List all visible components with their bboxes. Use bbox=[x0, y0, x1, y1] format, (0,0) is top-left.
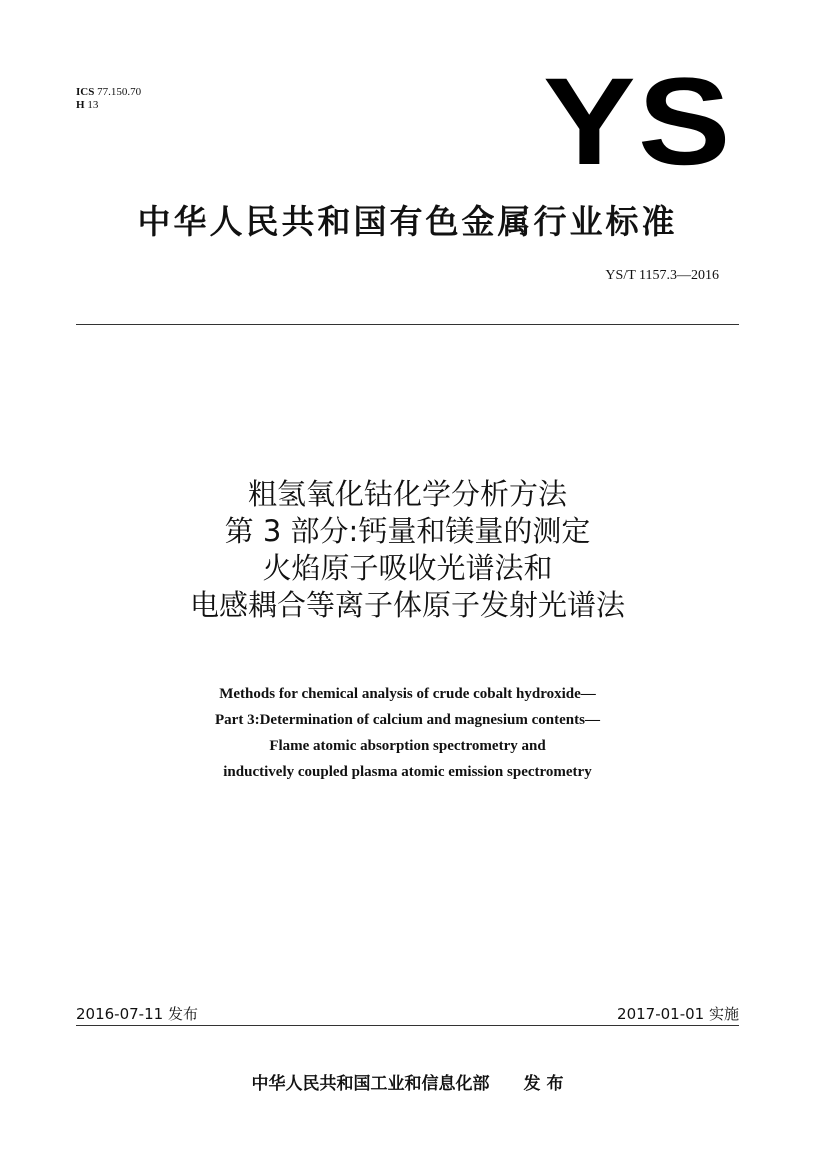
standard-number: YS/T 1157.3—2016 bbox=[605, 268, 719, 283]
english-title-line: Part 3:Determination of calcium and magnesium contents— bbox=[215, 712, 600, 728]
ics-label: ICS bbox=[76, 86, 95, 98]
issuer bbox=[0, 1069, 815, 1094]
english-title-line: Methods for chemical analysis of crude cobalt hydroxide— bbox=[219, 686, 596, 702]
ccs-line bbox=[76, 99, 141, 112]
english-title-line: inductively coupled plasma atomic emission spectrometry bbox=[223, 764, 592, 780]
implementation-date: 2017-01-01 实施 bbox=[617, 1005, 739, 1023]
issuer-name: 中华人民共和国工业和信息化部 bbox=[251, 1074, 490, 1094]
chinese-title-line: 电感耦合等离子体原子发射光谱法 bbox=[189, 588, 625, 622]
chinese-title-line: 第 3 部分:钙量和镁量的测定 bbox=[224, 514, 591, 548]
ys-logo: YS bbox=[543, 53, 733, 191]
ics-line bbox=[76, 86, 141, 99]
ics-code: 77.150.70 bbox=[97, 86, 142, 98]
chinese-title-line: 粗氢氧化钴化学分析方法 bbox=[247, 477, 567, 511]
ccs-label: H bbox=[76, 99, 85, 111]
issue-date: 2016-07-11 发布 bbox=[76, 1005, 198, 1023]
chinese-title-line: 火焰原子吸收光谱法和 bbox=[262, 551, 553, 585]
english-title bbox=[0, 681, 815, 785]
top-divider bbox=[76, 324, 739, 325]
english-title-line: Flame atomic absorption spectrometry and bbox=[269, 738, 546, 754]
chinese-title bbox=[0, 476, 815, 624]
ccs-code: 13 bbox=[87, 99, 99, 111]
standard-authority-title: 中华人民共和国有色金属行业标准 bbox=[137, 202, 678, 241]
issuer-action: 发 布 bbox=[523, 1074, 564, 1094]
classification-codes bbox=[76, 86, 141, 112]
bottom-divider bbox=[76, 1025, 739, 1026]
